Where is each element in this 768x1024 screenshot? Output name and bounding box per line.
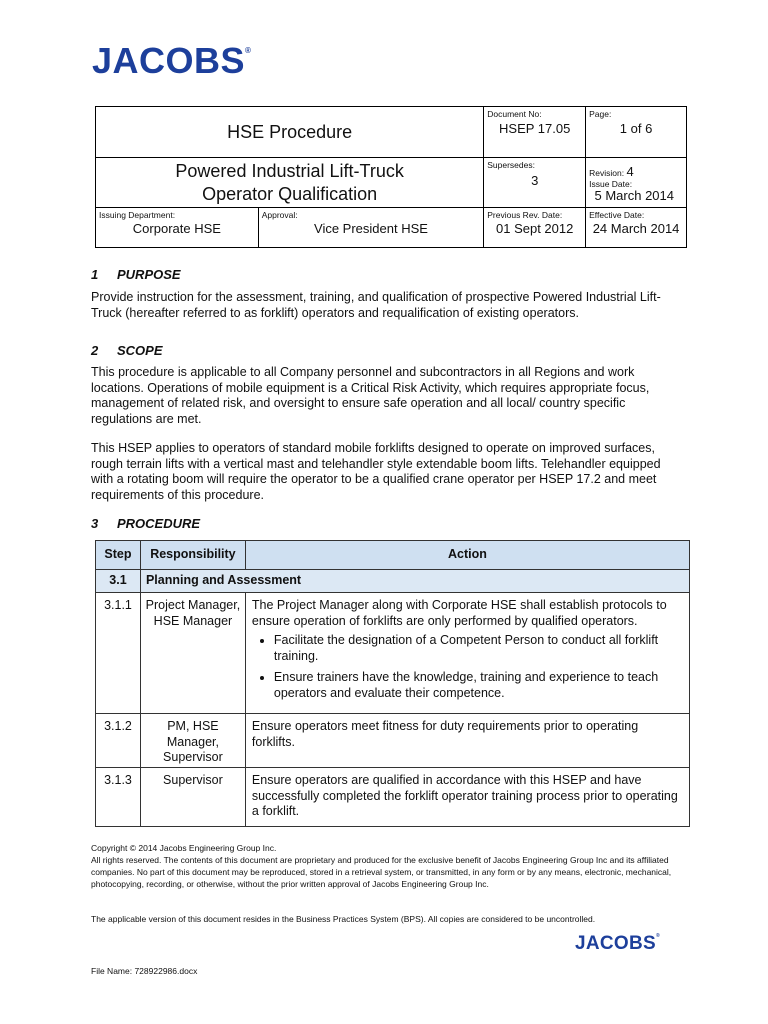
purpose-heading: 1 PURPOSE: [91, 267, 181, 282]
section-row: 3.1 Planning and Assessment: [96, 570, 690, 593]
issuing-dept: Corporate HSE: [132, 221, 221, 236]
copyright-notice: Copyright © 2014 Jacobs Engineering Group Inc. All rights reserved. The contents of this document are proprietary and produced for the exclusive benefit of Jacobs Engineering Group Inc and its affiliated companies. No part of this document may be reproduced, stored in a retrieval system, or transmitted, in any form or by any means, electronic, mechanical, photocopying, recording, or otherwise, without the prior written approval of Jacobs Engineering Group Inc.: [91, 843, 672, 889]
page-number: 1 of 6: [619, 121, 653, 136]
table-row: 3.1.3 Supervisor Ensure operators are qualified in accordance with this HSEP and have successfully completed the forklift operator training process prior to operating a forklift.: [96, 768, 690, 827]
header-step: Step: [96, 541, 141, 570]
approval-cell: Approval: Vice President HSE: [258, 208, 484, 248]
revision-cell: Revision: 4 Issue Date: 5 March 2014: [586, 158, 687, 208]
header-responsibility: Responsibility: [140, 541, 245, 570]
bps-notice: The applicable version of this document resides in the Business Practices System (BPS). All copies are considered to be uncontrolled.: [91, 914, 596, 924]
doc-number: HSEP 17.05: [499, 121, 571, 136]
table-header-row: [96, 541, 690, 570]
issuing-dept-cell: Issuing Department: Corporate HSE: [96, 208, 259, 248]
scope-paragraph-2: This HSEP applies to operators of standard mobile forklifts designed to operate on improved surfaces, rough terrain lifts with a vertical mast and telehandler style extendable boom lifts. Telehandler equipped with a rotating boom will require the operator to be a qualified crane operator per HSEP 17.2 and meet requirements of this procedure.: [91, 441, 661, 502]
scope-paragraph-1: This procedure is applicable to all Company personnel and subcontractors in all Regions and work locations. Operations of mobile equipment is a Critical Risk Activity, which requires appropriate focus, management of related risk, and oversight to ensure safe operation and all local/ country specific regulations are met.: [91, 365, 650, 426]
supersedes-value: 3: [531, 173, 539, 188]
supersedes-cell: Supersedes: 3: [484, 158, 586, 208]
purpose-text: Provide instruction for the assessment, training, and qualification of prospective Powered Industrial Lift-Truck (hereafter referred to as forklift) operators and requalification of existing operators.: [91, 290, 661, 320]
issue-date: 5 March 2014: [594, 188, 674, 203]
table-row: 3.1.1 Project Manager, HSE Manager The Project Manager along with Corporate HSE shall establish protocols to ensure operation of forklifts are only performed by qualified operators. • Facilitate the designation of a Competent Person to conduct all forklift training. • Ensure trainers have the knowledge, training and experience to teach operators and evaluate their competence.: [96, 593, 690, 714]
list-item: • Facilitate the designation of a Competent Person to conduct all forklift training.: [274, 633, 683, 664]
subtitle-cell: [96, 158, 484, 208]
header-action: Action: [245, 541, 689, 570]
doc-subtitle-line2: Operator Qualification: [202, 183, 378, 204]
file-name: File Name: 728922986.docx: [91, 966, 198, 976]
procedure-table: [95, 540, 690, 827]
page-cell: Page: 1 of 6: [586, 107, 687, 158]
prev-rev-date: 01 Sept 2012: [496, 221, 574, 236]
document-header-table: [95, 106, 687, 248]
doc-title: HSE Procedure: [227, 121, 353, 142]
title-cell: [96, 107, 484, 158]
jacobs-logo: JACOBS®: [92, 40, 252, 81]
procedure-heading: 3 PROCEDURE: [91, 516, 201, 531]
prev-rev-cell: Previous Rev. Date: 01 Sept 2012: [484, 208, 586, 248]
revision-value: 4: [626, 164, 634, 179]
approval: Vice President HSE: [314, 221, 428, 236]
doc-subtitle-line1: Powered Industrial Lift-Truck: [175, 160, 404, 181]
effective-cell: Effective Date: 24 March 2014: [586, 208, 687, 248]
table-row: 3.1.2 PM, HSE Manager, Supervisor Ensure operators meet fitness for duty requirements prior to operating forklifts.: [96, 714, 690, 768]
action-bullets: [252, 633, 683, 701]
footer-jacobs-logo: JACOBS®: [575, 933, 660, 954]
doc-no-cell: Document No: HSEP 17.05: [484, 107, 586, 158]
list-item: • Ensure trainers have the knowledge, training and experience to teach operators and evaluate their competence.: [274, 670, 683, 701]
scope-heading: 2 SCOPE: [91, 343, 163, 358]
effective-date: 24 March 2014: [592, 221, 680, 236]
